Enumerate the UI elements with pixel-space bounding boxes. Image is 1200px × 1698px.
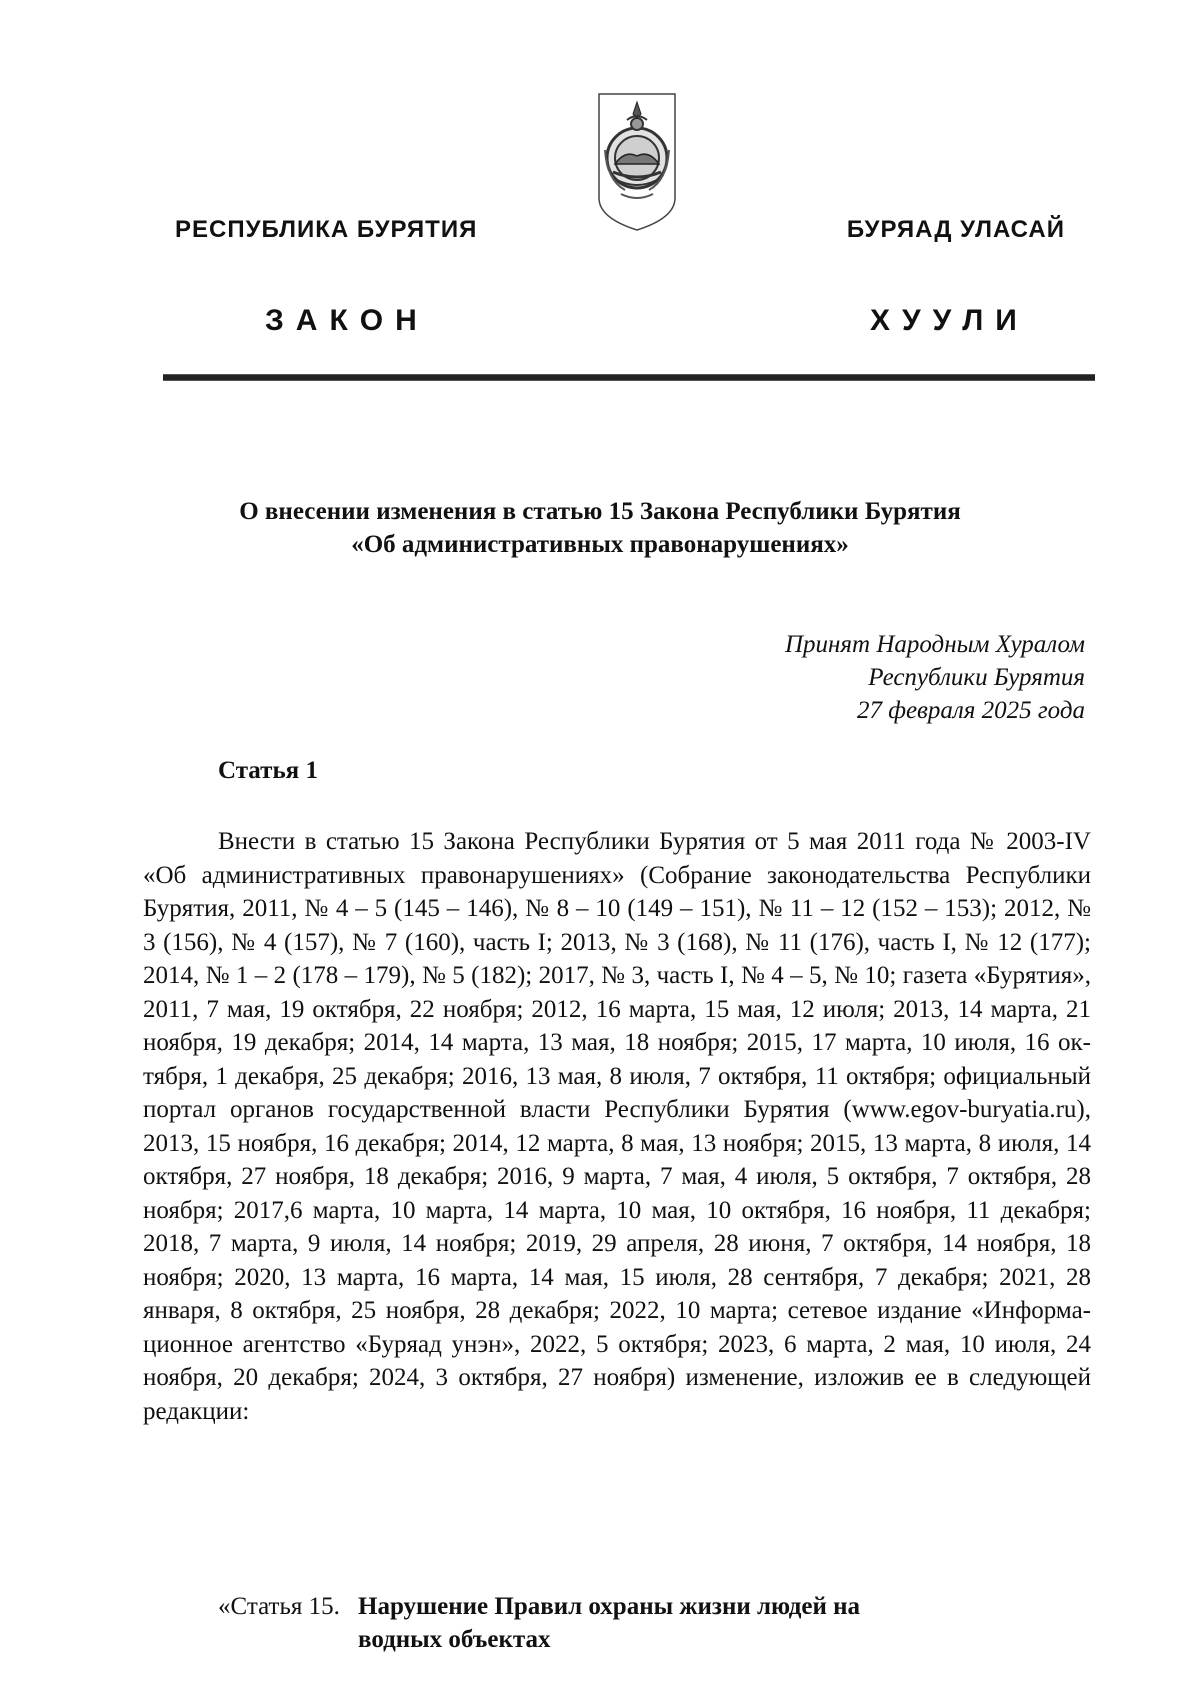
region-name-russian: РЕСПУБЛИКА БУРЯТИЯ [175, 216, 478, 243]
adoption-date: 27 февраля 2025 года [856, 697, 1085, 724]
adoption-line-2: Республики Бурятия [868, 664, 1085, 691]
doc-type-buryat: ХУУЛИ [870, 304, 1029, 337]
law-title-line-1: О внесении изменения в статью 15 Закона Республики Бурятия [239, 498, 961, 525]
doc-type-russian: ЗАКОН [265, 304, 429, 337]
article-heading: Статья 1 [218, 757, 318, 784]
region-name-buryat: БУРЯАД УЛАСАЙ [846, 216, 1065, 243]
header-divider [163, 374, 1095, 381]
adoption-note [685, 628, 1085, 727]
adoption-line-1: Принят Народным Хуралом [784, 631, 1085, 658]
quoted-article-title: Нарушение Правил охраны жизни людей на водных объектах [358, 1593, 861, 1653]
coat-of-arms-icon [595, 90, 679, 232]
law-title [120, 495, 1080, 561]
law-title-line-2: «Об административных правонарушениях» [351, 531, 849, 558]
quoted-article-number: «Статья 15. [218, 1593, 340, 1620]
article-body: Внести в статью 15 Закона Республики Бурятия от 5 мая 2011 года № 2003-IV «Об административных правонарушениях» (Собрание законодательства Республики Бурятия, 2011, № 4 – 5 (145 – 146), № 8 – 10 (149 – 151), № 11 – 12 (152 – 153); 2012, № 3 (156), № 4 (157), № 7 (160), часть I; 2013, № 3 (168), № 11 (176), часть I, № 12 (177); 2014, № 1 – 2 (178 – 179), № 5 (182); 2017, № 3, часть I, № 4 – 5, № 10; газета «Бурятия», 2011, 7 мая, 19 октября, 22 ноября; 2012, 16 марта, 15 мая, 12 июля; 2013, 14 марта, 21 ноября, 19 декабря; 2014, 14 марта, 13 мая, 18 ноября; 2015, 17 марта, 10 июля, 16 октября, 1 декабря, 25 декабря; 2016, 13 мая, 8 июля, 7 октября, 11 октября; официальный портал органов государственной власти Республики Бурятия (www.egov-buryatia.ru), 2013, 15 ноября, 16 декабря; 2014, 12 марта, 8 мая, 13 ноября; 2015, 13 марта, 8 июля, 14 октября, 27 ноября, 18 декабря; 2016, 9 марта, 7 мая, 4 июля, 5 октября, 7 октября, 28 ноября; 2017,6 марта, 10 марта, 14 марта, 10 мая, 10 октября, 16 ноября, 11 декабря; 2018, 7 марта, 9 июля, 14 ноября; 2019, 29 апреля, 28 июня, 7 октября, 14 ноября, 18 ноября; 2020, 13 марта, 16 марта, 14 мая, 15 июля, 28 сентября, 7 декабря; 2021, 28 января, 8 октября, 25 ноября, 28 декабря; 2022, 10 марта; сетевое издание «Информационное агентство «Буряад унэн», 2022, 5 октября; 2023, 6 марта, 2 мая, 10 июля, 24 ноября, 20 декабря; 2024, 3 октября, 27 ноября) изменение, изложив ее в следующей редакции: [143, 828, 1091, 1425]
